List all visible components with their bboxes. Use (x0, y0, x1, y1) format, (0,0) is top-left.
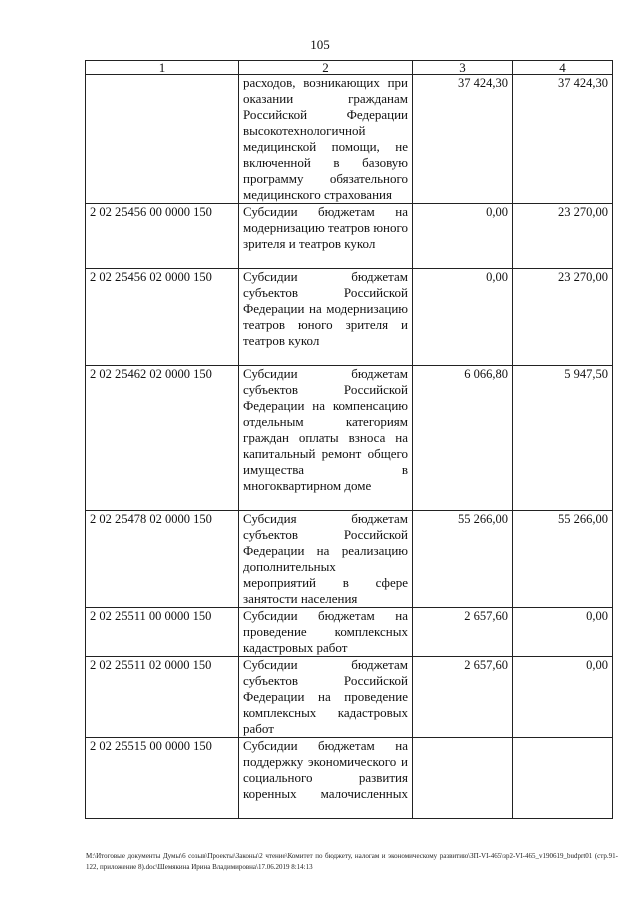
revenue-description: Субсидии бюджетам субъектов Российской Федерации на проведение комплексных кадастровых работ (239, 657, 413, 738)
table-row (86, 657, 613, 738)
amount-col4: 0,00 (513, 657, 613, 738)
file-path-footer: M:\Итоговые документы Думы\6 созыв\Проекты\Законы\2 чтение\Комитет по бюджету, налогам и экономическому развитию\ЗП-VI-465\зр2-VI-465_v190619_budprt01 (стр.91-122, приложение 8).doc\Шемякина Ирина Владимировна\17.06.2019 8:14:13 (86, 852, 618, 871)
table-row (86, 75, 613, 204)
column-header-4: 4 (513, 61, 613, 75)
column-header-1: 1 (86, 61, 239, 75)
classification-code: 2 02 25456 00 0000 150 (86, 204, 239, 269)
table-row (86, 269, 613, 366)
revenue-description: Субсидия бюджетам субъектов Российской Федерации на реализацию дополнительных мероприятий в сфере занятости населения (239, 511, 413, 608)
amount-col3: 6 066,80 (413, 366, 513, 511)
column-header-3: 3 (413, 61, 513, 75)
amount-col3: 37 424,30 (413, 75, 513, 204)
revenue-description: Субсидии бюджетам субъектов Российской Федерации на компенсацию отдельным категориям граждан оплаты взноса на капитальный ремонт общего имущества в многоквартирном доме (239, 366, 413, 511)
classification-code: 2 02 25511 02 0000 150 (86, 657, 239, 738)
amount-col4: 0,00 (513, 608, 613, 657)
revenue-description: Субсидии бюджетам на поддержку экономического и социального развития коренных малочисленных (239, 738, 413, 819)
amount-col4 (513, 738, 613, 819)
budget-table (85, 60, 613, 819)
amount-col4: 23 270,00 (513, 204, 613, 269)
amount-col3 (413, 738, 513, 819)
classification-code: 2 02 25478 02 0000 150 (86, 511, 239, 608)
table-row (86, 738, 613, 819)
classification-code: 2 02 25462 02 0000 150 (86, 366, 239, 511)
classification-code (86, 75, 239, 204)
amount-col3: 2 657,60 (413, 608, 513, 657)
amount-col3: 2 657,60 (413, 657, 513, 738)
revenue-description: Субсидии бюджетам субъектов Российской Федерации на модернизацию театров юного зрителя и театров кукол (239, 269, 413, 366)
amount-col3: 0,00 (413, 204, 513, 269)
amount-col4: 37 424,30 (513, 75, 613, 204)
page-number: 105 (310, 37, 330, 52)
table-row (86, 608, 613, 657)
table-header-row (86, 61, 613, 75)
table-row (86, 204, 613, 269)
column-header-2: 2 (239, 61, 413, 75)
revenue-description: Субсидии бюджетам на модернизацию театров юного зрителя и театров кукол (239, 204, 413, 269)
amount-col3: 0,00 (413, 269, 513, 366)
amount-col4: 23 270,00 (513, 269, 613, 366)
amount-col4: 5 947,50 (513, 366, 613, 511)
amount-col3: 55 266,00 (413, 511, 513, 608)
revenue-description: Субсидии бюджетам на проведение комплексных кадастровых работ (239, 608, 413, 657)
amount-col4: 55 266,00 (513, 511, 613, 608)
classification-code: 2 02 25511 00 0000 150 (86, 608, 239, 657)
classification-code: 2 02 25515 00 0000 150 (86, 738, 239, 819)
classification-code: 2 02 25456 02 0000 150 (86, 269, 239, 366)
table-row (86, 366, 613, 511)
table-row (86, 511, 613, 608)
revenue-description: расходов, возникающих при оказании гражданам Российской Федерации высокотехнологичной медицинской помощи, не включенной в базовую программу обязательного медицинского страхования (239, 75, 413, 204)
